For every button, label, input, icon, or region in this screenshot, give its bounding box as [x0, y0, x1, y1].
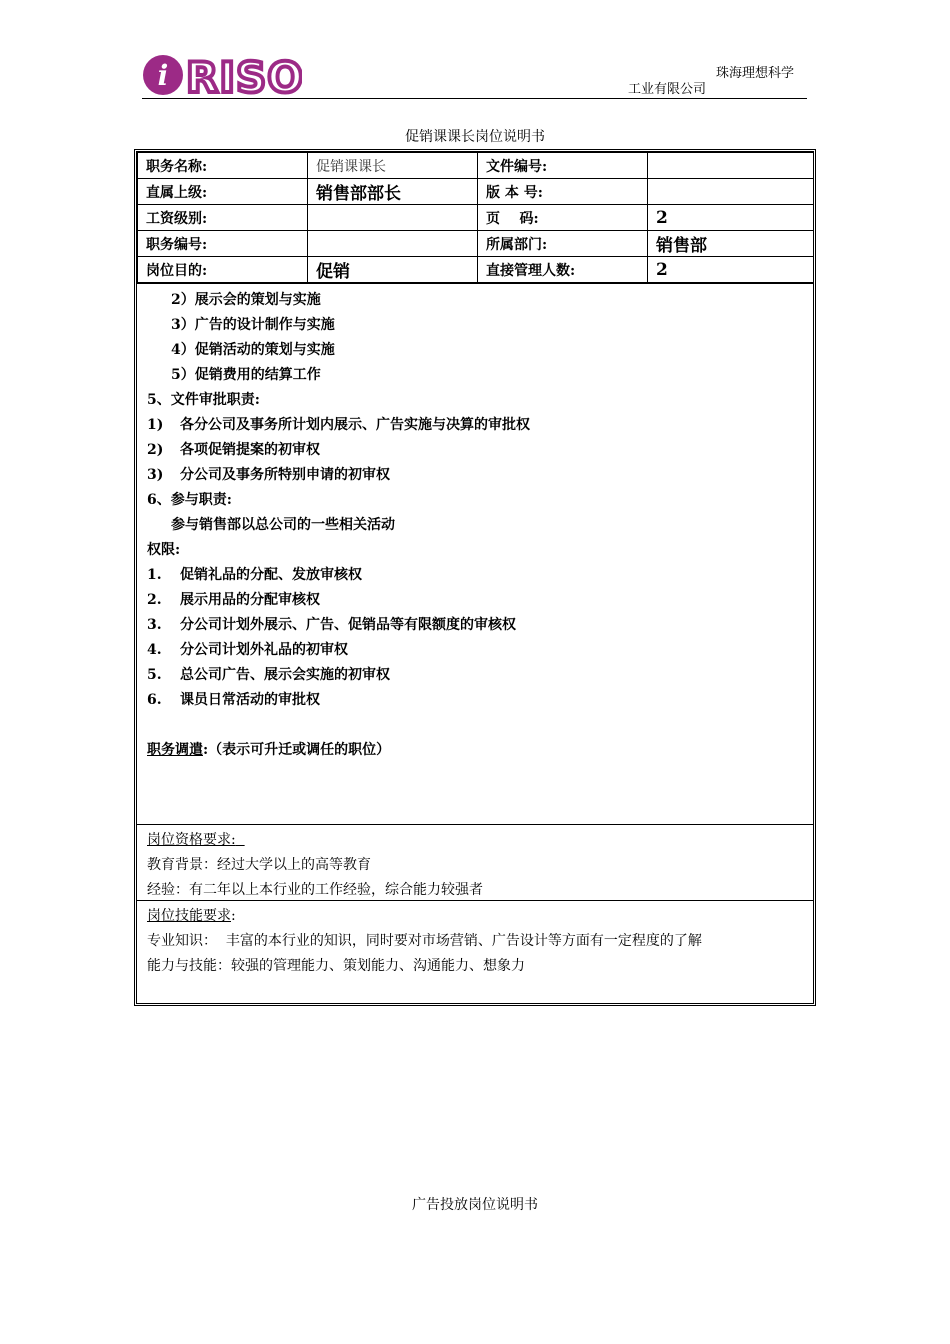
job-number-label: 职务编号:	[138, 231, 308, 257]
salary-grade-label: 工资级别:	[138, 205, 308, 231]
info-table	[137, 152, 814, 283]
audit-item	[147, 463, 803, 488]
authority-heading: 权限:	[147, 542, 181, 558]
info-row	[138, 179, 814, 205]
audit-item	[147, 413, 803, 438]
authority-item-text: 分公司计划外礼品的初审权	[180, 642, 348, 658]
audit-item-text: 分公司及事务所特别申请的初审权	[180, 467, 390, 483]
salary-grade-value	[308, 205, 478, 231]
duty-sub-item: 5）促销费用的结算工作	[171, 367, 321, 383]
authority-item	[147, 663, 803, 688]
department-label: 所属部门:	[478, 231, 648, 257]
authority-item-text: 促销礼品的分配、发放审核权	[180, 567, 362, 583]
education-text: 教育背景：经过大学以上的高等教育	[147, 857, 371, 873]
version-value	[648, 179, 814, 205]
authority-item-number: 2.	[147, 592, 162, 608]
riso-logo	[142, 52, 302, 98]
info-row	[138, 205, 814, 231]
authority-item-number: 1.	[147, 567, 162, 583]
skills-title-suffix: :	[231, 908, 236, 924]
skills-title: 岗位技能要求	[147, 908, 231, 924]
job-title-label: 职务名称:	[138, 153, 308, 179]
participate-text: 参与销售部以总公司的一些相关活动	[171, 517, 395, 533]
purpose-value: 促销	[308, 257, 478, 283]
audit-item-text: 各项促销提案的初审权	[180, 442, 320, 458]
audit-item-text: 各分公司及事务所计划内展示、广告实施与决算的审批权	[180, 417, 530, 433]
company-line-1: 珠海理想科学	[715, 66, 794, 81]
purpose-label: 岗位目的:	[138, 257, 308, 283]
authority-item	[147, 613, 803, 638]
experience-text: 经验：有二年以上本行业的工作经验，综合能力较强者	[147, 882, 483, 898]
duty-sub-item: 2）展示会的策划与实施	[171, 292, 321, 308]
page-footer: 广告投放岗位说明书	[412, 1197, 538, 1213]
audit-item-number: 1)	[147, 417, 164, 433]
job-number-value	[308, 231, 478, 257]
job-title-value: 促销课课长	[308, 153, 478, 179]
qualifications-heading	[147, 828, 803, 853]
authority-item-number: 4.	[147, 642, 162, 658]
authority-item	[147, 563, 803, 588]
audit-item-number: 2)	[147, 442, 164, 458]
duty-sub-item: 4）促销活动的策划与实施	[171, 342, 335, 358]
doc-number-label: 文件编号:	[478, 153, 648, 179]
company-name	[624, 66, 794, 98]
audit-duties-heading: 5、文件审批职责:	[147, 392, 260, 408]
duty-sub-item: 3）广告的设计制作与实施	[171, 317, 335, 333]
skills-heading	[147, 904, 803, 929]
authority-item	[147, 588, 803, 613]
authority-item-text: 课员日常活动的审批权	[180, 692, 320, 708]
authority-item	[147, 638, 803, 663]
qualifications-title: 岗位资格要求:	[147, 832, 236, 848]
transfer-label: 职务调遣	[147, 742, 203, 758]
direct-reports-value: 2	[648, 257, 814, 283]
audit-item-number: 3)	[147, 467, 164, 483]
direct-reports-label: 直接管理人数:	[478, 257, 648, 283]
duties-section	[137, 283, 813, 824]
job-description-form	[134, 149, 816, 1006]
svg-text:RISO: RISO	[186, 53, 302, 98]
authority-item-text: 展示用品的分配审核权	[180, 592, 320, 608]
doc-number-value	[648, 153, 814, 179]
header-divider	[142, 98, 807, 99]
audit-item	[147, 438, 803, 463]
svg-text:i: i	[157, 59, 169, 92]
transfer-line	[147, 738, 803, 763]
version-label: 版 本 号:	[478, 179, 648, 205]
qualifications-section	[137, 824, 813, 900]
page-number-label: 页 码:	[478, 205, 648, 231]
company-line-2: 工业有限公司	[628, 82, 707, 97]
document-title: 促销课课长岗位说明书	[405, 129, 545, 145]
info-row	[138, 231, 814, 257]
info-row	[138, 153, 814, 179]
authority-item-number: 6.	[147, 692, 162, 708]
page-number-value: 2	[648, 205, 814, 231]
knowledge-text: 专业知识： 丰富的本行业的知识，同时要对市场营销、广告设计等方面有一定程度的了解	[147, 933, 702, 949]
ability-text: 能力与技能：较强的管理能力、策划能力、沟通能力、想象力	[147, 958, 525, 974]
authority-item-text: 总公司广告、展示会实施的初审权	[180, 667, 390, 683]
info-row	[138, 257, 814, 283]
supervisor-value: 销售部部长	[308, 179, 478, 205]
participate-heading: 6、参与职责:	[147, 492, 232, 508]
transfer-text: :（表示可升迁或调任的职位）	[203, 742, 391, 758]
skills-section	[137, 900, 813, 1003]
department-value: 销售部	[648, 231, 814, 257]
authority-item-number: 3.	[147, 617, 162, 633]
authority-item-number: 5.	[147, 667, 162, 683]
supervisor-label: 直属上级:	[138, 179, 308, 205]
authority-item	[147, 688, 803, 713]
authority-item-text: 分公司计划外展示、广告、促销品等有限额度的审核权	[180, 617, 516, 633]
